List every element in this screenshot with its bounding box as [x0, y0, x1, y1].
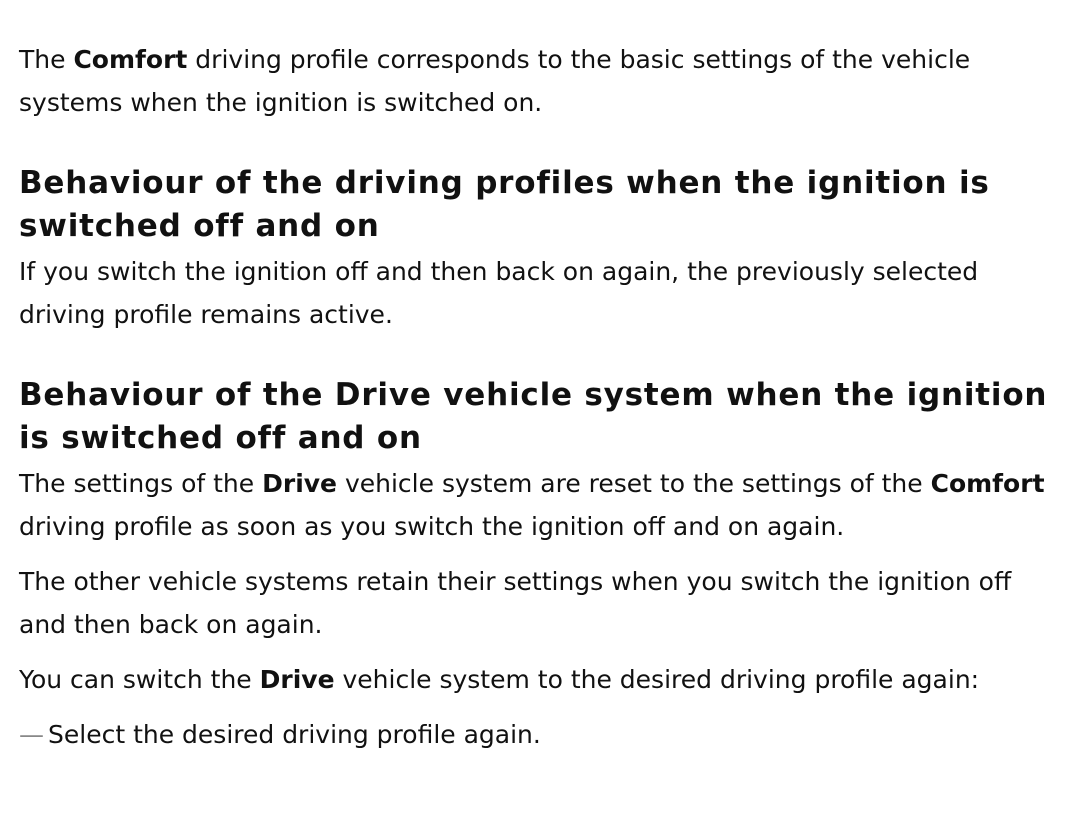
other-systems-paragraph: The other vehicle systems retain their settings when you switch the ignition off and then back on again. — [19, 567, 1012, 639]
instruction-step-text: Select the desired driving profile again. — [48, 720, 541, 749]
instruction-step — [19, 713, 1064, 756]
drive-reset-text-1: The settings of the — [19, 469, 263, 498]
section-body-driving-profiles: If you switch the ignition off and then back on again, the previously selected driving profile remains active. — [19, 257, 979, 329]
drive-reset-paragraph — [19, 462, 1064, 548]
drive-reset-text-3: driving profile as soon as you switch the ignition off and on again. — [19, 512, 845, 541]
switch-drive-text-2: vehicle system to the desired driving profile again: — [334, 665, 980, 694]
intro-text-1: The — [19, 45, 74, 74]
section-heading-drive-system: Behaviour of the Drive vehicle system when the ignition is switched off and on — [19, 377, 1048, 456]
intro-text-2: driving profile corresponds to the basic settings of the vehicle systems when the ignition is switched on. — [19, 45, 971, 117]
intro-paragraph — [19, 38, 1064, 124]
drive-term: Drive — [259, 665, 335, 694]
comfort-term: Comfort — [73, 45, 188, 74]
drive-reset-text-2: vehicle system are reset to the settings of the — [337, 469, 931, 498]
dash-marker: — — [19, 720, 44, 749]
comfort-term: Comfort — [930, 469, 1045, 498]
switch-drive-paragraph — [19, 658, 1064, 701]
drive-term: Drive — [262, 469, 338, 498]
switch-drive-text-1: You can switch the — [19, 665, 260, 694]
section-heading-driving-profiles: Behaviour of the driving profiles when the ignition is switched off and on — [19, 165, 990, 244]
